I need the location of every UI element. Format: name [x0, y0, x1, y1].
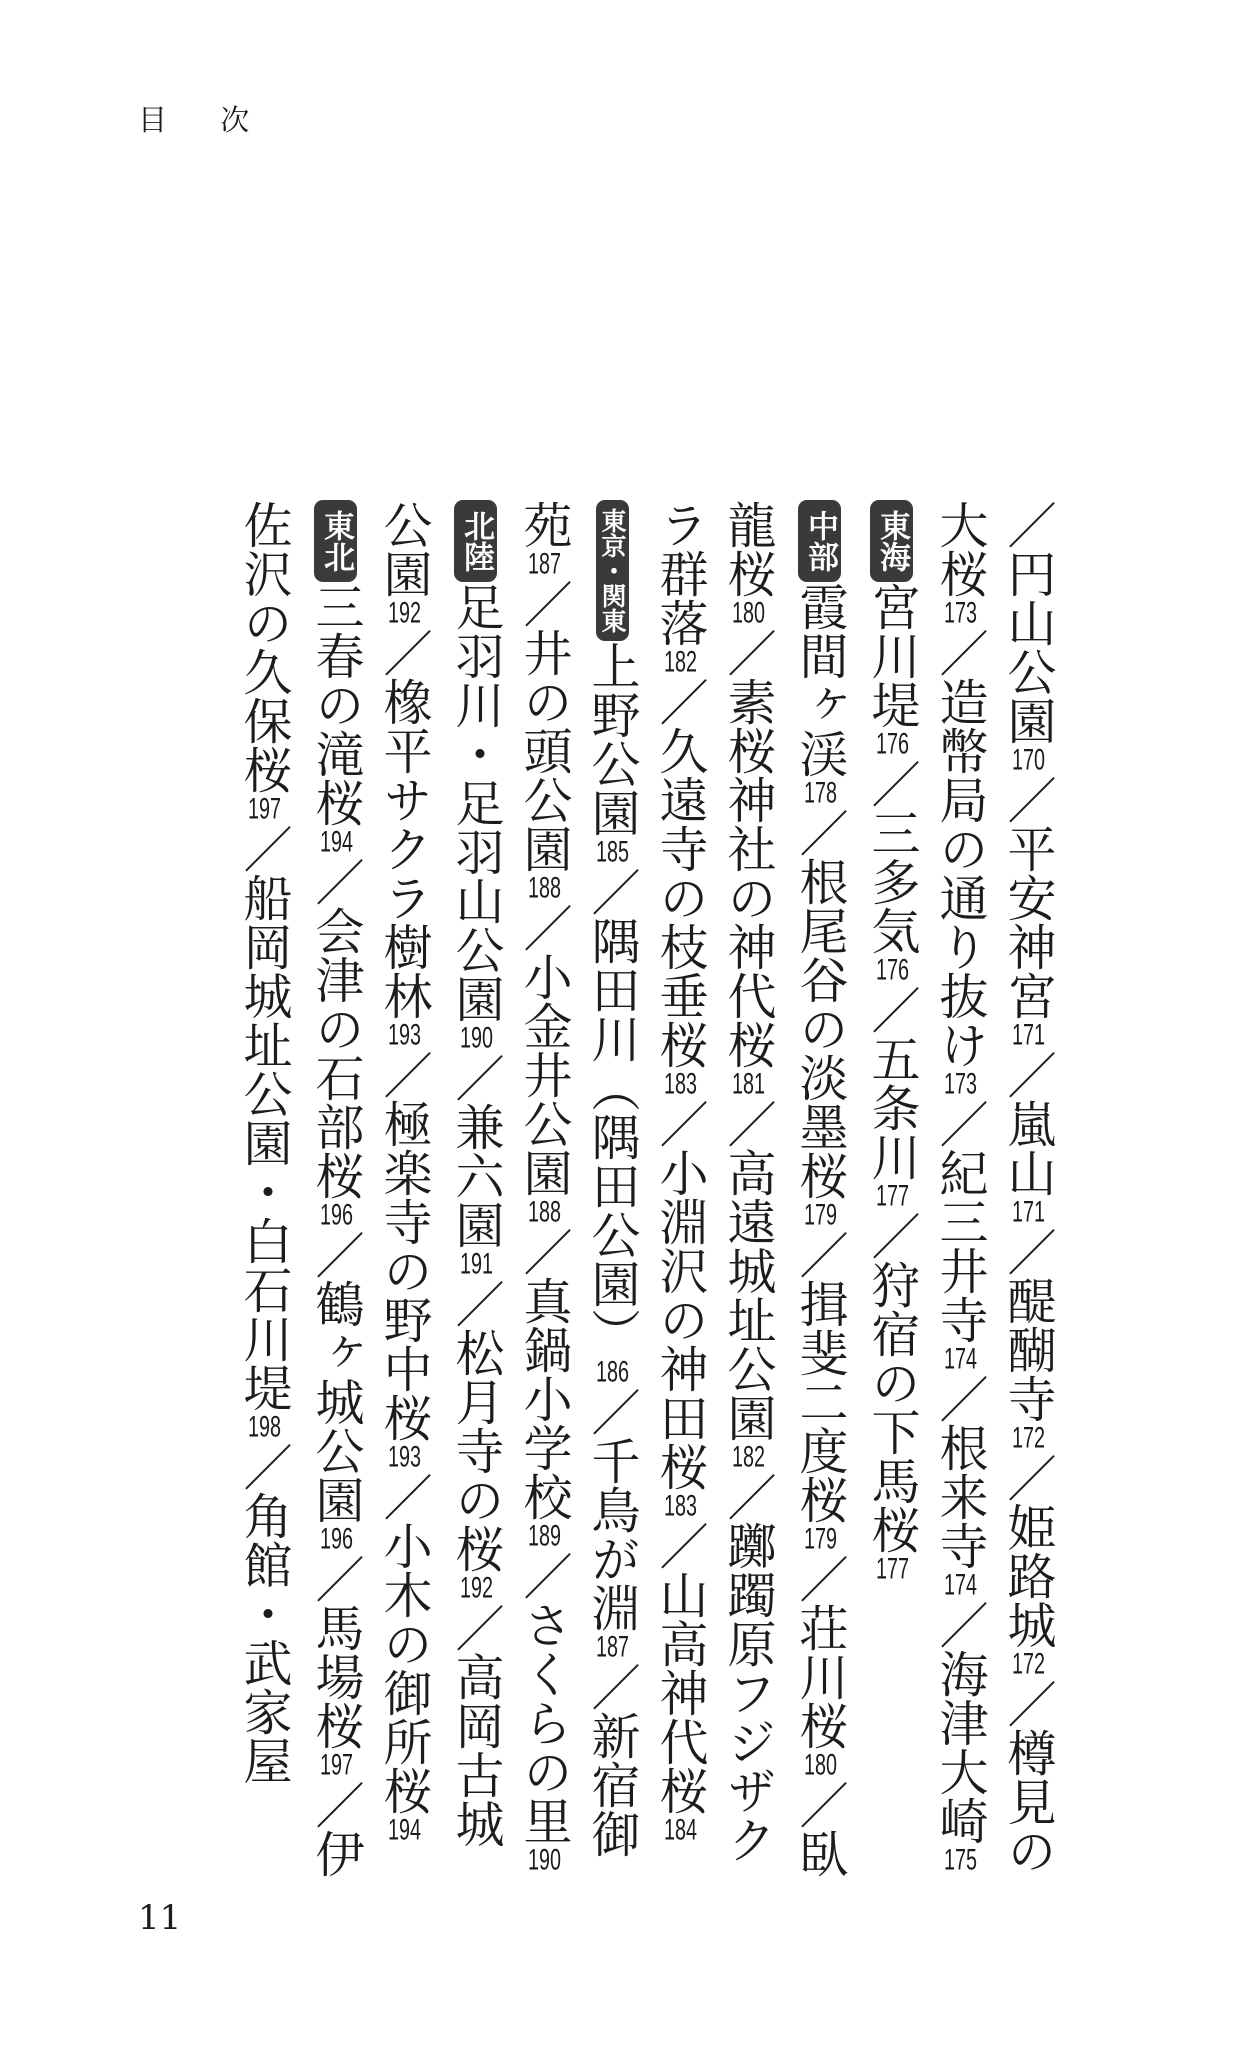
separator-slash: ／: [448, 1603, 505, 1652]
toc-entry-page: 172: [1012, 1423, 1045, 1453]
toc-entry-page: 188: [528, 1197, 561, 1227]
toc-entry-name: 高遠城址公園: [720, 1148, 777, 1442]
separator-slash: ／: [720, 1472, 777, 1521]
toc-entry-name: 新宿御苑: [516, 500, 641, 1858]
toc-entry-name: 馬場桜: [308, 1603, 365, 1750]
toc-entry-name: 根来寺: [932, 1423, 989, 1570]
toc-section: [854, 500, 926, 1890]
toc-entry-page: 191: [460, 1249, 493, 1279]
toc-entry-page: 179: [804, 1524, 837, 1554]
separator-slash: ／: [448, 1053, 505, 1102]
separator-slash: ／: [932, 628, 989, 677]
region-badge: 東北: [314, 500, 357, 582]
separator-slash: ／: [584, 1662, 641, 1711]
toc-entry-name: 海津大崎: [932, 1649, 989, 1845]
toc-entry-name: 五条川: [864, 1034, 921, 1181]
toc-entry-page: 181: [732, 1069, 765, 1099]
separator-slash: ／: [1000, 1050, 1057, 1099]
separator-slash: ／: [652, 677, 709, 726]
toc-entry-name: 三多気: [864, 808, 921, 955]
toc-entry-page: 197: [320, 1750, 353, 1780]
toc-entry-page: 193: [388, 1442, 421, 1472]
toc-entry-name: 平安神宮: [1000, 824, 1057, 1020]
separator-slash: ／: [516, 903, 573, 952]
toc-entry-name: 嵐山: [1000, 1099, 1057, 1197]
toc-entry-page: 184: [664, 1815, 697, 1845]
separator-slash: ／: [1000, 500, 1057, 549]
separator-slash: ／: [516, 1227, 573, 1276]
toc-entry-page: 174: [944, 1344, 977, 1374]
toc-entry-page: 187: [528, 549, 561, 579]
toc-entry-name: 臥龍桜: [720, 500, 849, 1878]
separator-slash: ／: [792, 1230, 849, 1279]
toc-entry-name: さくらの里: [516, 1600, 573, 1845]
separator-slash: ／: [236, 1442, 293, 1491]
toc-section: [370, 500, 510, 1890]
region-badge: 東京・関東: [596, 500, 629, 641]
toc-entry-name: 小金井公園: [516, 952, 573, 1197]
toc-entry-page: 198: [248, 1412, 281, 1442]
toc-entry-page: 185: [596, 837, 629, 867]
separator-slash: ／: [864, 759, 921, 808]
toc-entry-page: 175: [944, 1845, 977, 1875]
page-number: 11: [138, 1898, 182, 1938]
toc-entry-name: 小木の御所桜: [376, 1521, 433, 1815]
toc-entry-name: 揖斐二度桜: [792, 1279, 849, 1524]
separator-slash: ／: [652, 1099, 709, 1148]
separator-slash: ／: [584, 867, 641, 916]
toc-entry-page: 197: [248, 794, 281, 824]
toc-entry-page: 186: [596, 1357, 629, 1387]
toc-entry-page: 196: [320, 1524, 353, 1554]
separator-slash: ／: [932, 1099, 989, 1148]
toc-entry-name: 姫路城: [1000, 1502, 1057, 1649]
separator-slash: ／: [584, 1387, 641, 1436]
separator-slash: ／: [1000, 1453, 1057, 1502]
toc-section: [646, 500, 854, 1890]
toc-entry-name: 船岡城址公園・白石川堤: [236, 873, 293, 1412]
toc-entry-name: 霞間ヶ渓: [792, 582, 849, 778]
toc-entry-page: 193: [388, 1020, 421, 1050]
toc-entry-page: 182: [664, 647, 697, 677]
toc-entry-page: 183: [664, 1491, 697, 1521]
table-of-contents: [230, 500, 1062, 1890]
page-header: 目 次: [138, 103, 272, 137]
toc-entry-name: 極楽寺の野中桜: [376, 1099, 433, 1442]
separator-slash: ／: [308, 857, 365, 906]
toc-entry-page: 194: [320, 827, 353, 857]
toc-entry-page: 179: [804, 1200, 837, 1230]
separator-slash: ／: [932, 1374, 989, 1423]
toc-entry-name: 醍醐寺: [1000, 1276, 1057, 1423]
toc-entry-name: 造幣局の通り抜け: [932, 677, 989, 1069]
toc-entry-name: 鶴ヶ城公園: [308, 1279, 365, 1524]
toc-entry-name: 松月寺の桜: [448, 1328, 505, 1573]
toc-entry-name: 三春の滝桜: [308, 582, 365, 827]
toc-entry-page: 190: [460, 1023, 493, 1053]
toc-entry-name: 宮川堤: [864, 582, 921, 729]
toc-entry-page: 173: [944, 1069, 977, 1099]
toc-entry-page: 196: [320, 1200, 353, 1230]
toc-entry-name: 千鳥が淵: [584, 1436, 641, 1632]
toc-entry-name: 素桜神社の神代桜: [720, 677, 777, 1069]
toc-entry-name: 紀三井寺: [932, 1148, 989, 1344]
region-badge: 北陸: [454, 500, 497, 582]
region-badge: 東海: [870, 500, 913, 582]
region-badge: 中部: [798, 500, 841, 582]
toc-entry-name: 橡平サクラ樹林: [376, 677, 433, 1020]
toc-entry-page: 183: [664, 1069, 697, 1099]
toc-entry-name: 足羽川・足羽山公園: [448, 582, 505, 1023]
toc-entry-name: 会津の石部桜: [308, 906, 365, 1200]
separator-slash: ／: [864, 1211, 921, 1260]
toc-entry-page: 176: [876, 955, 909, 985]
toc-entry-page: 192: [388, 598, 421, 628]
toc-entry-page: 177: [876, 1181, 909, 1211]
toc-entry-page: 190: [528, 1845, 561, 1875]
toc-entry-page: 171: [1012, 1020, 1045, 1050]
separator-slash: ／: [308, 1554, 365, 1603]
separator-slash: ／: [720, 1099, 777, 1148]
toc-entry-name: 荘川桜: [792, 1603, 849, 1750]
toc-entry-name: 山高神代桜: [652, 1570, 709, 1815]
toc-entry-page: 189: [528, 1521, 561, 1551]
toc-entry-name: 伊佐沢の久保桜: [236, 500, 365, 1878]
toc-entry-name: 久遠寺の枝垂桜: [652, 726, 709, 1069]
toc-entry-name: 樽見の大桜: [932, 500, 1057, 1875]
toc-entry-page: 194: [388, 1815, 421, 1845]
toc-entry-page: 177: [876, 1554, 909, 1584]
separator-slash: ／: [308, 1230, 365, 1279]
toc-section: [230, 500, 370, 1890]
separator-slash: ／: [308, 1780, 365, 1829]
toc-entry-page: 178: [804, 778, 837, 808]
separator-slash: ／: [376, 1472, 433, 1521]
separator-slash: ／: [932, 1600, 989, 1649]
toc-entry-name: 狩宿の下馬桜: [864, 1260, 921, 1554]
toc-entry-name: 高岡古城公園: [376, 500, 505, 1848]
toc-entry-name: 円山公園: [1000, 549, 1057, 745]
separator-slash: ／: [516, 579, 573, 628]
separator-slash: ／: [1000, 1679, 1057, 1728]
separator-slash: ／: [1000, 1227, 1057, 1276]
separator-slash: ／: [448, 1279, 505, 1328]
separator-slash: ／: [376, 1050, 433, 1099]
separator-slash: ／: [792, 1554, 849, 1603]
toc-section: [510, 500, 646, 1890]
toc-entry-name: 隅田川（隅田公園）: [584, 916, 641, 1357]
toc-entry-name: 根尾谷の淡墨桜: [792, 857, 849, 1200]
toc-entry-page: 188: [528, 873, 561, 903]
separator-slash: ／: [376, 628, 433, 677]
toc-entry-name: 躑躅原フジザクラ群落: [652, 500, 777, 1864]
separator-slash: ／: [864, 985, 921, 1034]
toc-section: [926, 500, 1062, 1890]
separator-slash: ／: [652, 1521, 709, 1570]
toc-entry-name: 兼六園: [448, 1102, 505, 1249]
toc-entry-name: 上野公園: [584, 641, 641, 837]
toc-entry-name: 井の頭公園: [516, 628, 573, 873]
toc-entry-page: 171: [1012, 1197, 1045, 1227]
separator-slash: ／: [236, 824, 293, 873]
toc-entry-page: 170: [1012, 745, 1045, 775]
toc-entry-page: 192: [460, 1573, 493, 1603]
toc-entry-page: 182: [732, 1442, 765, 1472]
separator-slash: ／: [720, 628, 777, 677]
toc-entry-page: 187: [596, 1632, 629, 1662]
separator-slash: ／: [1000, 775, 1057, 824]
toc-entry-name: 真鍋小学校: [516, 1276, 573, 1521]
toc-entry-page: 172: [1012, 1649, 1045, 1679]
toc-entry-page: 180: [804, 1750, 837, 1780]
toc-entry-page: 173: [944, 598, 977, 628]
toc-entry-name: 角館・武家屋: [236, 1491, 293, 1785]
toc-entry-page: 174: [944, 1570, 977, 1600]
separator-slash: ／: [516, 1551, 573, 1600]
separator-slash: ／: [792, 808, 849, 857]
toc-entry-name: 小淵沢の神田桜: [652, 1148, 709, 1491]
toc-entry-page: 176: [876, 729, 909, 759]
toc-entry-page: 180: [732, 598, 765, 628]
separator-slash: ／: [792, 1780, 849, 1829]
